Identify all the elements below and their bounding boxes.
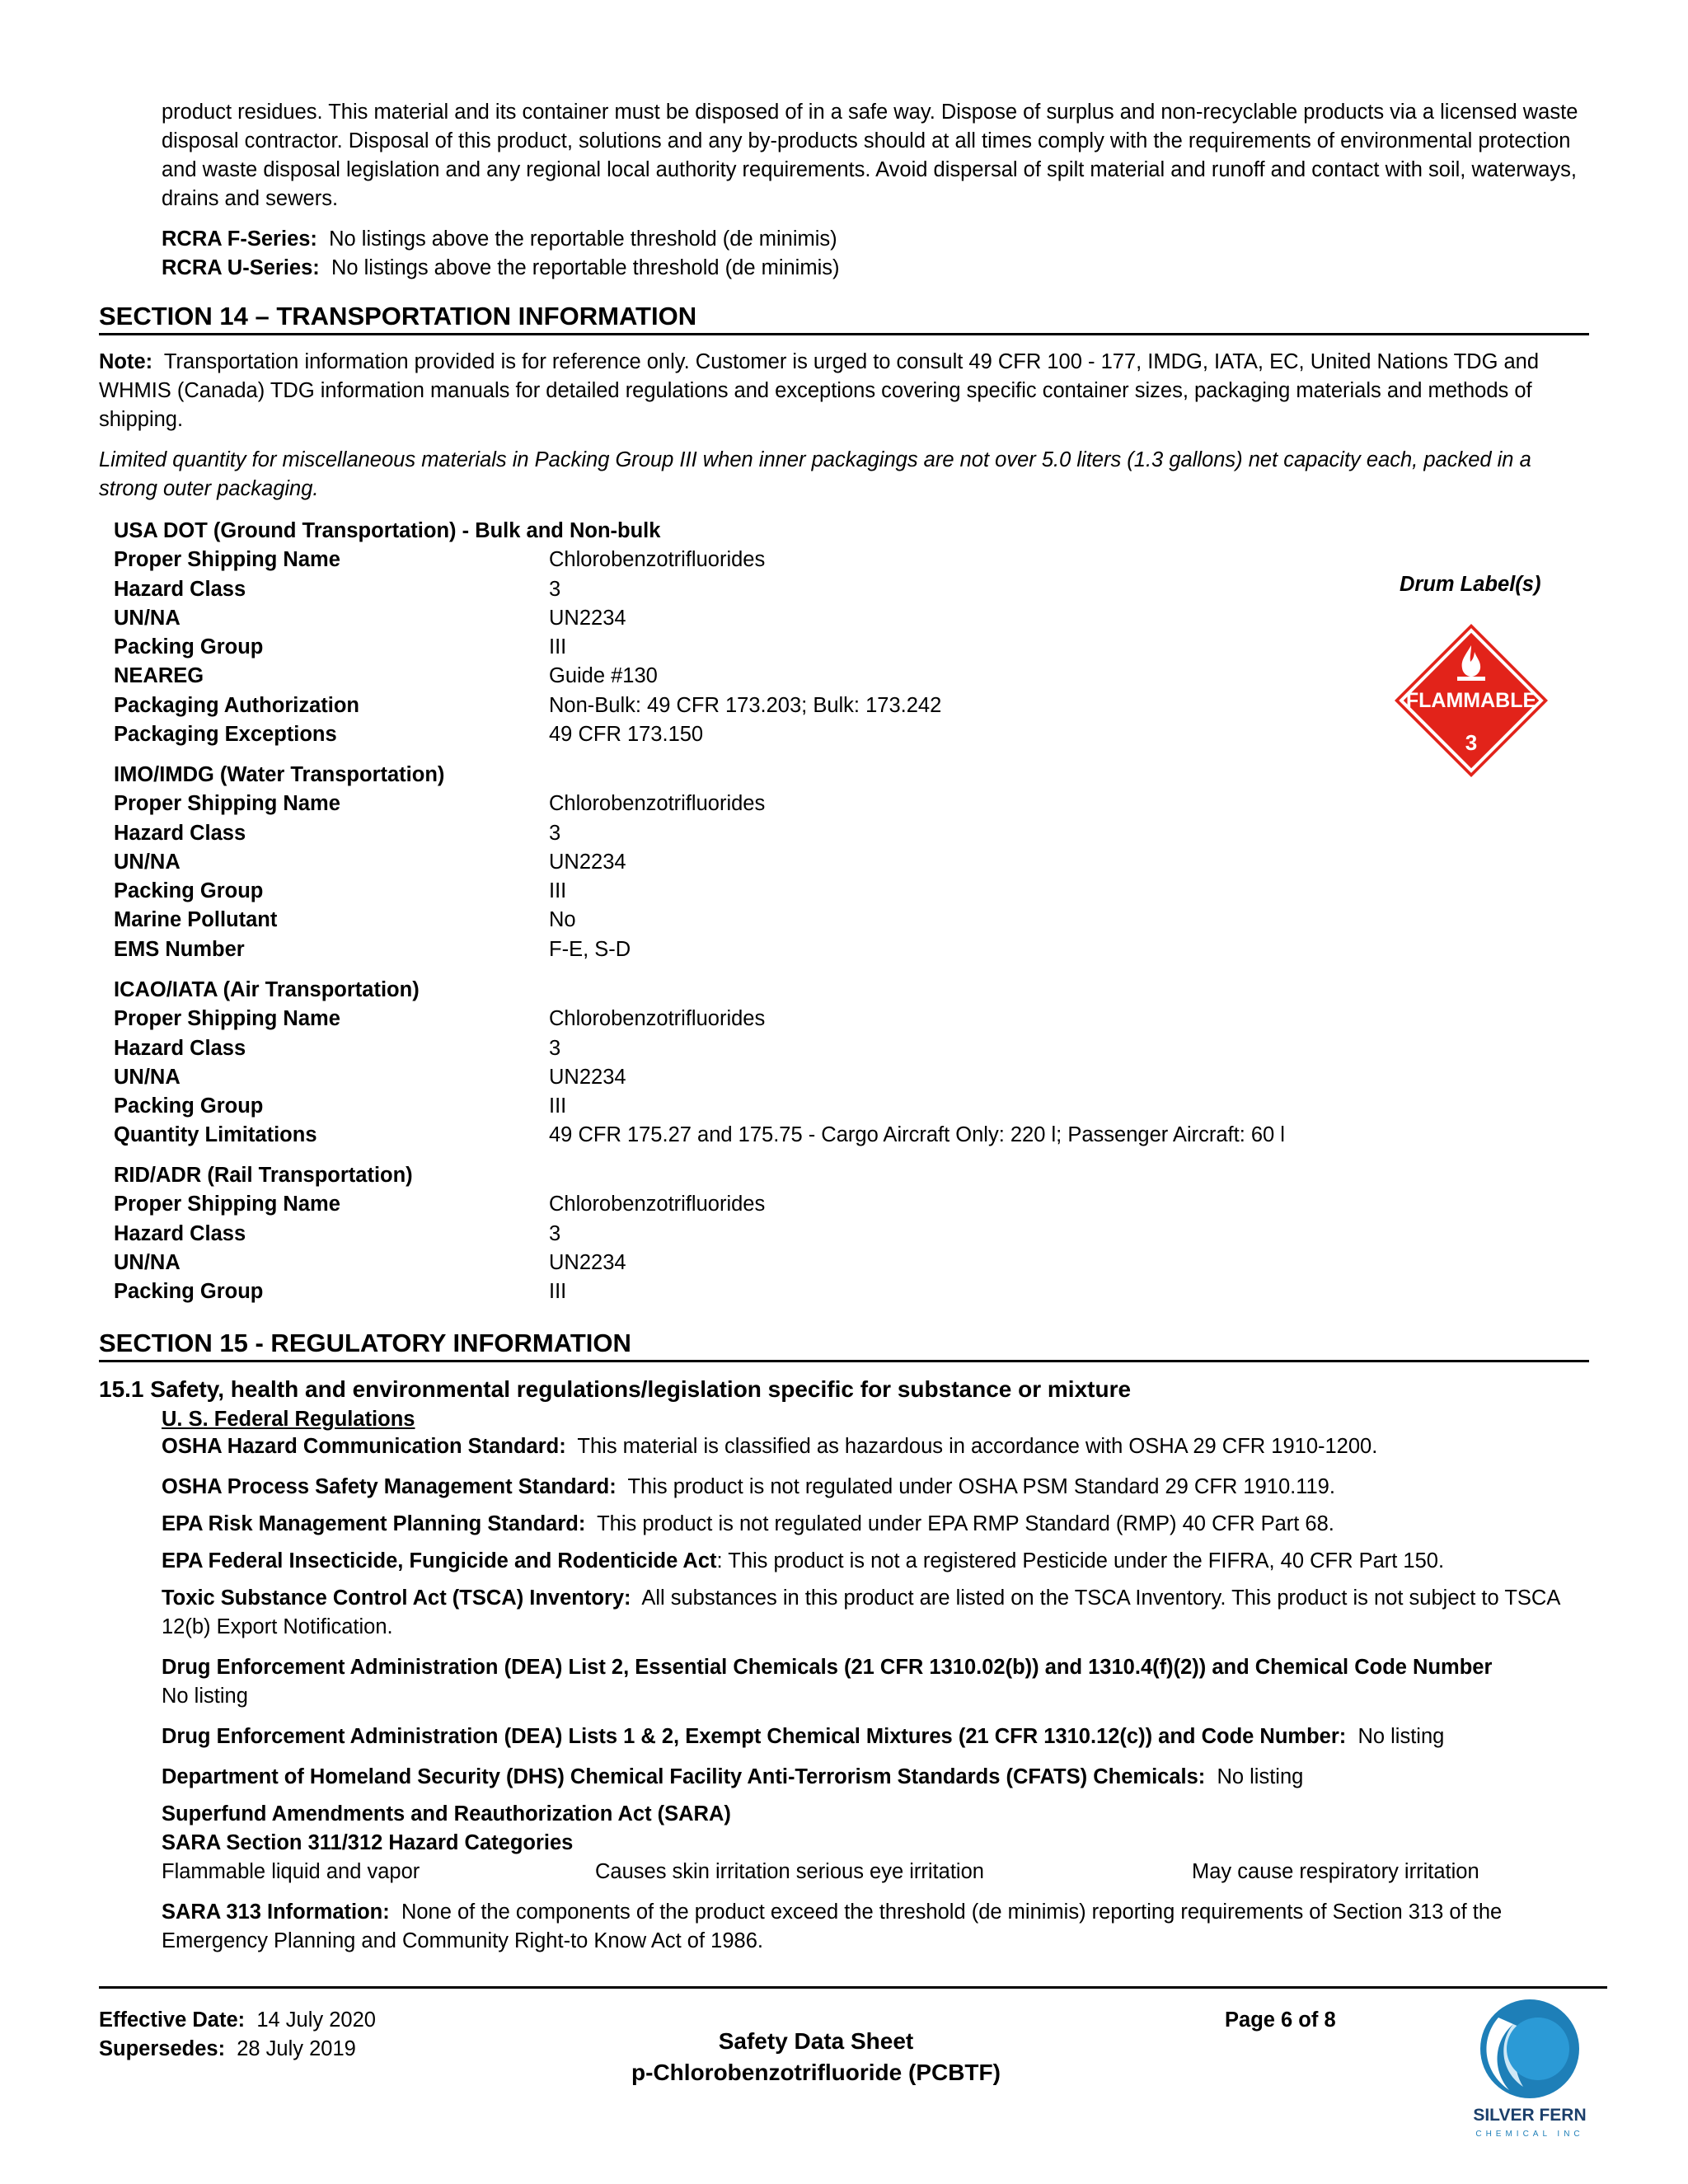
row-key: NEAREG <box>114 664 204 688</box>
row-key: Packing Group <box>114 1280 264 1304</box>
table-row <box>114 1063 1285 1092</box>
row-value: UN2234 <box>549 1250 626 1274</box>
placard-text: FLAMMABLE <box>1405 689 1537 712</box>
imo-table <box>114 761 765 964</box>
section-14-heading: SECTION 14 – TRANSPORTATION INFORMATION <box>99 300 1589 335</box>
dhs-value: No listing <box>1217 1765 1304 1788</box>
row-key: Proper Shipping Name <box>114 1007 340 1031</box>
limited-quantity-note: Limited quantity for miscellaneous materials in Packing Group III when inner packagings are not over 5.0 liters (1.3 gallons) net capacity each, packed in a strong outer packaging. <box>99 448 1531 500</box>
rcra-f-value: No listings above the reportable threshold (de minimis) <box>329 227 837 251</box>
row-key: Packing Group <box>114 1094 264 1118</box>
row-value: III <box>549 879 567 903</box>
table-row <box>114 877 765 906</box>
dhs-label: Department of Homeland Security (DHS) Chemical Facility Anti-Terrorism Standards (CFATS) Chemicals: <box>162 1765 1206 1788</box>
row-value: 49 CFR 175.27 and 175.75 - Cargo Aircraft Only: 220 l; Passenger Aircraft: 60 l <box>549 1123 1285 1147</box>
table-row <box>114 906 765 935</box>
table-row <box>114 1249 765 1277</box>
disposal-text: product residues. This material and its container must be disposed of in a safe way. Dispose of surplus and non-recyclable products via a licensed waste disposal contractor. Disposal of this product, solutions and any by-products should at all times comply with the requirements of environmental protection and waste disposal legislation and any regional local authority requirements. Avoid dispersal of spilt material and runoff and contact with soil, waterways, drains and sewers. <box>162 101 1578 210</box>
drum-label-caption: Drum Label(s) <box>1400 573 1541 596</box>
reg-label: Toxic Substance Control Act (TSCA) Inventory: <box>162 1586 631 1610</box>
table-row <box>114 819 765 848</box>
reg-item <box>162 1473 1589 1502</box>
table-row <box>114 575 941 604</box>
reg-label: EPA Risk Management Planning Standard: <box>162 1512 586 1535</box>
table-row <box>114 1220 765 1249</box>
row-value: III <box>549 1280 567 1304</box>
note-text: Transportation information provided is for reference only. Customer is urged to consult 49 CFR 100 - 177, IMDG, IATA, EC, United Nations TDG and WHMIS (Canada) TDG information manuals for detailed regulations and exceptions covering specific container sizes, packaging materials and methods of shipping. <box>99 350 1540 431</box>
row-key: Proper Shipping Name <box>114 792 340 816</box>
sara-categories <box>162 1858 1589 1886</box>
footer-dates <box>99 2006 376 2064</box>
effective-value: 14 July 2020 <box>256 2008 376 2032</box>
note-label: Note: <box>99 350 153 373</box>
dea-list2 <box>162 1653 1589 1682</box>
row-key: UN/NA <box>114 606 181 630</box>
reg-item <box>162 1432 1589 1461</box>
rcra-u-value: No listings above the reportable threshold (de minimis) <box>331 256 840 279</box>
rcra-f-label: RCRA F-Series: <box>162 227 317 251</box>
table-row <box>114 633 941 662</box>
row-key: Hazard Class <box>114 1036 246 1060</box>
row-value: No <box>549 908 576 932</box>
us-federal-heading: U. S. Federal Regulations <box>162 1408 415 1431</box>
table-row <box>114 1190 765 1219</box>
row-key: Hazard Class <box>114 577 246 601</box>
icao-table <box>114 976 1285 1151</box>
row-value: F-E, S-D <box>549 937 631 961</box>
row-value: 3 <box>549 1036 561 1060</box>
dhs-cfats <box>162 1763 1589 1792</box>
table-row <box>114 546 941 574</box>
flammable-placard-icon <box>1393 622 1550 779</box>
logo-name: SILVER FERN <box>1473 2106 1587 2125</box>
row-value: UN2234 <box>549 606 626 630</box>
icao-title: ICAO/IATA (Air Transportation) <box>114 978 420 1001</box>
logo-sub: CHEMICAL INC <box>1475 2130 1584 2139</box>
row-value: Chlorobenzotrifluorides <box>549 1193 766 1216</box>
reg-text: This product is not regulated under EPA RMP Standard (RMP) 40 CFR Part 68. <box>597 1512 1334 1535</box>
dea-lists12 <box>162 1722 1589 1751</box>
table-row <box>114 1121 1285 1150</box>
sara-category: Causes skin irritation serious eye irritation <box>595 1860 984 1883</box>
table-row <box>114 1092 1285 1121</box>
reg-label: OSHA Process Safety Management Standard: <box>162 1475 617 1498</box>
row-value: Chlorobenzotrifluorides <box>549 548 766 572</box>
sara-category: May cause respiratory irritation <box>1192 1860 1479 1883</box>
row-key: Packing Group <box>114 879 264 903</box>
table-row <box>114 604 941 633</box>
footer-divider <box>99 1986 1607 1989</box>
row-value: III <box>549 1094 567 1118</box>
dot-table <box>114 517 941 749</box>
row-value: Chlorobenzotrifluorides <box>549 792 766 816</box>
row-key: Packaging Exceptions <box>114 723 337 747</box>
rcra-f-line <box>162 225 1589 254</box>
reg-label: EPA Federal Insecticide, Fungicide and Rodenticide Act <box>162 1549 717 1572</box>
row-value: 49 CFR 173.150 <box>549 723 704 747</box>
row-key: Packaging Authorization <box>114 693 359 717</box>
row-value: Chlorobenzotrifluorides <box>549 1007 766 1031</box>
row-value: 3 <box>549 821 561 845</box>
dea-list2-value: No listing <box>162 1685 248 1708</box>
sara-title: Superfund Amendments and Reauthorization Act (SARA) <box>162 1802 731 1825</box>
row-key: UN/NA <box>114 1250 181 1274</box>
row-key: Quantity Limitations <box>114 1123 317 1147</box>
page-number: Page 6 of 8 <box>1225 2008 1336 2032</box>
table-row <box>114 935 765 964</box>
row-key: UN/NA <box>114 850 181 874</box>
placard-number: 3 <box>1465 730 1478 755</box>
row-value: UN2234 <box>549 1065 626 1089</box>
reg-text: : This product is not a registered Pesticide under the FIFRA, 40 CFR Part 150. <box>716 1549 1445 1572</box>
reg-item <box>162 1510 1589 1539</box>
rcra-u-label: RCRA U-Series: <box>162 256 320 279</box>
row-value: Guide #130 <box>549 664 658 688</box>
dea-lists12-value: No listing <box>1357 1725 1445 1748</box>
row-value: UN2234 <box>549 850 626 874</box>
reg-item <box>162 1547 1589 1576</box>
sara-313 <box>162 1898 1589 1956</box>
rid-table <box>114 1161 765 1306</box>
dea-list2-label: Drug Enforcement Administration (DEA) List 2, Essential Chemicals (21 CFR 1310.02(b)) and 1310.4(f)(2)) and Chemical Code Number <box>162 1656 1493 1679</box>
dot-title: USA DOT (Ground Transportation) - Bulk and Non-bulk <box>114 519 661 542</box>
reg-text: This material is classified as hazardous in accordance with OSHA 29 CFR 1910-1200. <box>577 1435 1378 1458</box>
row-value: III <box>549 635 567 659</box>
effective-label: Effective Date: <box>99 2008 246 2032</box>
silver-fern-logo-icon <box>1447 1993 1612 2158</box>
supersedes-label: Supersedes: <box>99 2037 226 2060</box>
row-key: Packing Group <box>114 635 264 659</box>
reg-text: All substances in this product are listed on the TSCA Inventory. This product is not subject to TSCA 12(b) Export Notification. <box>162 1586 1559 1638</box>
row-key: Marine Pollutant <box>114 908 278 932</box>
table-row <box>114 1005 1285 1033</box>
supersedes-value: 28 July 2019 <box>237 2037 356 2060</box>
sara-313-text: None of the components of the product exceed the threshold (de minimis) reporting requirements of Section 313 of the Emergency Planning and Community Right-to Know Act of 1986. <box>162 1900 1503 1952</box>
imo-title: IMO/IMDG (Water Transportation) <box>114 763 445 786</box>
row-key: Hazard Class <box>114 1221 246 1245</box>
reg-item <box>162 1584 1589 1642</box>
row-key: Proper Shipping Name <box>114 1193 340 1216</box>
row-value: 3 <box>549 577 561 601</box>
row-value: 3 <box>549 1221 561 1245</box>
doc-title: Safety Data Sheet <box>718 2028 914 2054</box>
sara-313-label: SARA 313 Information: <box>162 1900 390 1924</box>
table-row <box>114 790 765 818</box>
subsection-15-1-title: 15.1 Safety, health and environmental regulations/legislation specific for substance or mixture <box>99 1376 1132 1402</box>
footer-title <box>495 2026 1137 2088</box>
transport-note <box>99 348 1589 504</box>
dea-lists12-label: Drug Enforcement Administration (DEA) Lists 1 & 2, Exempt Chemical Mixtures (21 CFR 1310.12(c)) and Code Number: <box>162 1725 1347 1748</box>
rid-title: RID/ADR (Rail Transportation) <box>114 1164 413 1187</box>
row-value: Non-Bulk: 49 CFR 173.203; Bulk: 173.242 <box>549 693 942 717</box>
sara-311-title: SARA Section 311/312 Hazard Categories <box>162 1831 574 1854</box>
table-row <box>114 662 941 691</box>
row-key: EMS Number <box>114 937 245 961</box>
table-row <box>114 848 765 877</box>
table-row <box>114 1277 765 1306</box>
table-row <box>114 720 941 749</box>
row-key: Hazard Class <box>114 821 246 845</box>
section-15-heading: SECTION 15 - REGULATORY INFORMATION <box>99 1327 1589 1362</box>
table-row <box>114 1034 1285 1063</box>
table-row <box>114 691 941 720</box>
rcra-u-line <box>162 254 1589 283</box>
regulations-block <box>162 1406 1589 1956</box>
row-key: Proper Shipping Name <box>114 548 340 572</box>
disposal-paragraph <box>162 98 1589 283</box>
sara-category: Flammable liquid and vapor <box>162 1860 420 1883</box>
reg-label: OSHA Hazard Communication Standard: <box>162 1435 566 1458</box>
reg-text: This product is not regulated under OSHA PSM Standard 29 CFR 1910.119. <box>627 1475 1335 1498</box>
row-key: UN/NA <box>114 1065 181 1089</box>
doc-subtitle: p-Chlorobenzotrifluoride (PCBTF) <box>631 2060 1001 2085</box>
